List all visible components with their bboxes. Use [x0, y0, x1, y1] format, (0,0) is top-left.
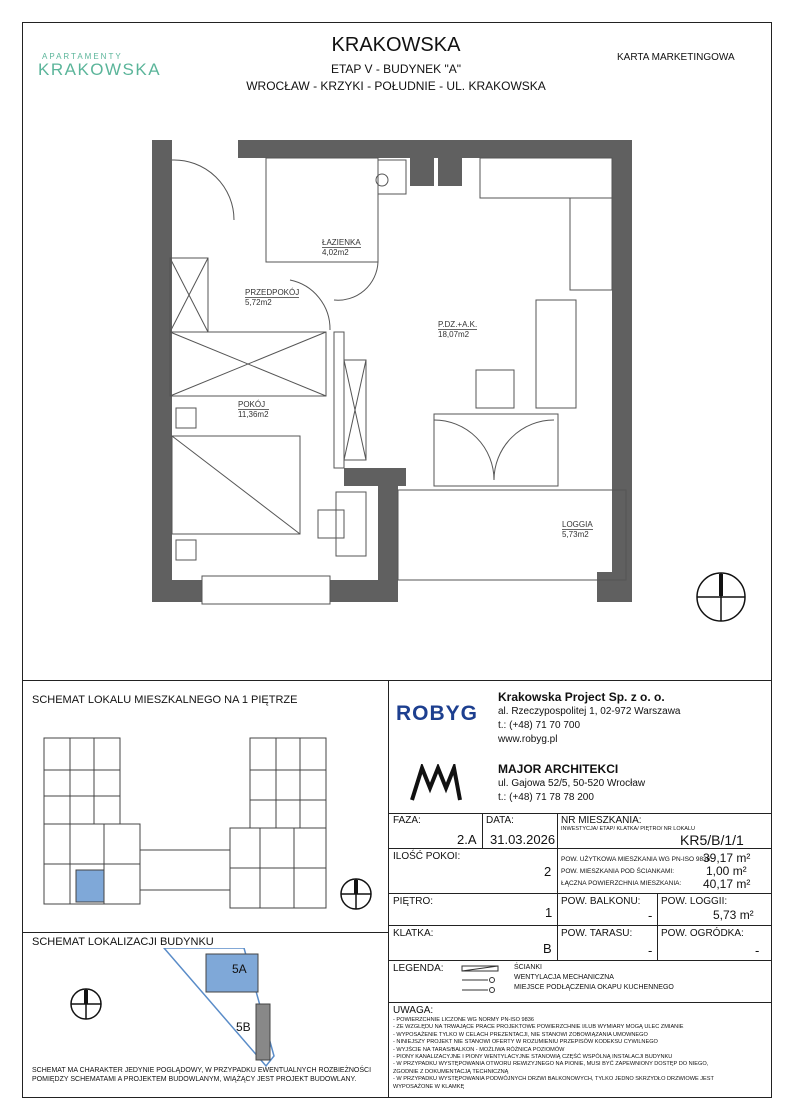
nr-sub: INWESTYCJA/ ETAP/ KLATKA/ PIĘTRO/ NR LOKALU — [561, 826, 695, 832]
note-item: - PIONY KANALIZACYJNE I PIONY WENTYLACYJNE STANOWIĄ CZĘŚĆ WSPÓLNĄ INSTALACJI BUDYNKU — [393, 1054, 673, 1061]
klatka-value: B — [543, 941, 552, 956]
faza-label: FAZA: — [393, 815, 421, 826]
taras-label: POW. TARASU: — [561, 928, 633, 939]
floor-schematic — [30, 730, 386, 920]
logo-top: APARTAMENTY — [42, 52, 123, 61]
note-item: - W PRZYPADKU WYSTĘPOWANIA PODWÓJNYCH DRZWI BALKONOWYCH, TYLKO JEDNO SKRZYDŁO DRZWIOWE JEST WYPOSAŻONE W KLAMKĘ — [393, 1076, 714, 1090]
balkon-value: - — [648, 908, 653, 923]
faza-value: 2.A — [457, 832, 477, 847]
room-bedroom: POKÓJ 11,36m2 — [238, 400, 269, 419]
project-title: KRAKOWSKA — [331, 34, 461, 56]
developer-name: Krakowska Project Sp. z o. o. — [498, 690, 665, 704]
pow-sc-label: POW. MIESZKANIA POD ŚCIANKAMI: — [561, 868, 675, 875]
building-schematic-title: SCHEMAT LOKALIZACJI BUDYNKU — [32, 936, 214, 948]
nr-value: KR5/B/1/1 — [680, 832, 744, 848]
major-architekci-logo — [408, 764, 464, 804]
pow-uz-label: POW. UŻYTKOWA MIESZKANIA WG PN-ISO 9836: — [561, 856, 713, 863]
schematic-disclaimer: SCHEMAT MA CHARAKTER JEDYNIE POGLĄDOWY, W PRZYPADKU EWENTUALNYCH ROZBIEŻNOŚCI POMIĘDZY SCHEMATAMI A PROJEKTEM BUDOWLANYM, WIĄŻĄCY JEST PROJEKT BUDOWLANY. — [32, 1067, 372, 1083]
note-item: - WYJŚCIE NA TARAS/BALKON - MOŻLIWA RÓŻNICA POZIOMÓW — [393, 1046, 565, 1053]
architect-phone: t.: (+48) 71 78 78 200 — [498, 792, 594, 803]
pow-uz-value: 39,17 m² — [703, 851, 751, 865]
loggia-label: POW. LOGGII: — [661, 896, 728, 907]
logo-main: KRAKOWSKA — [38, 60, 162, 79]
developer-address: al. Rzeczypospolitej 1, 02-972 Warszawa — [498, 706, 681, 717]
architect-name: MAJOR ARCHITEKCI — [498, 762, 619, 776]
pokoi-value: 2 — [544, 864, 552, 879]
ogrodek-value: - — [755, 943, 760, 958]
legend-item-hood: MIEJSCE PODŁĄCZENIA OKAPU KUCHENNEGO — [514, 984, 674, 991]
balkon-label: POW. BALKONU: — [561, 896, 641, 907]
data-value: 31.03.2026 — [490, 832, 556, 847]
pietro-label: PIĘTRO: — [393, 896, 434, 907]
project-location: WROCŁAW - KRZYKI - POŁUDNIE - UL. KRAKOWSKA — [246, 79, 546, 93]
divider-vertical — [388, 680, 389, 1098]
room-loggia: LOGGIA 5,73m2 — [562, 520, 593, 539]
building-5b-label: 5B — [236, 1020, 251, 1034]
project-subtitle: ETAP V - BUDYNEK "A" — [330, 62, 462, 76]
ogrodek-label: POW. OGRÓDKA: — [661, 928, 744, 939]
room-hallway: PRZEDPOKÓJ 5,72m2 — [245, 288, 300, 307]
card-type: KARTA MARKETINGOWA — [617, 52, 735, 63]
notes-list — [393, 1017, 723, 1091]
note-item: - W PRZYPADKU WYSTĘPOWANIA OTWORU REWIZYJNEGO NA PIONIE, MUSI BYĆ ZAPEWNIONY DOSTĘP DO NIEGO, ZGODNIE Z DOKUMENTACJĄ TECHNICZNĄ — [393, 1061, 709, 1075]
developer-phone: t.: (+48) 71 70 700 — [498, 720, 581, 731]
pow-total-label: ŁĄCZNA POWIERZCHNIA MIESZKANIA: — [561, 880, 682, 887]
robyg-logo: ROBYG — [396, 702, 479, 725]
note-item: - ZE WZGLĘDU NA TRWAJĄCE PRACE PROJEKTOWE POWIERZCHNIE I/LUB WYMIARY MOGĄ ULEC ZMIANIE — [393, 1024, 684, 1031]
room-bathroom: ŁAZIENKA 4,02m2 — [322, 238, 361, 257]
notes-label: UWAGA: — [393, 1005, 434, 1016]
note-item: - POWIERZCHNIE LICZONE WG NORMY PN-ISO 9836 — [393, 1017, 535, 1023]
note-item: - WYPOSAŻENIE TYLKO W CELACH PREZENTACJI, NIE STANOWI ZOBOWIĄZANIA UMOWNEGO — [393, 1031, 648, 1038]
nr-label: NR MIESZKANIA: — [561, 815, 642, 826]
note-item: - NINIEJSZY PROJEKT NIE STANOWI OFERTY W ROZUMIENIU PRZEPISÓW KODEKSU CYWILNEGO — [393, 1039, 658, 1046]
room-living-kitchen: P.DZ.+A.K. 18,07m2 — [438, 320, 478, 339]
pow-sc-value: 1,00 m² — [706, 864, 747, 878]
legend-symbols — [458, 964, 508, 996]
data-label: DATA: — [486, 815, 514, 826]
legend-item-ventilation: WENTYLACJA MECHANICZNA — [514, 974, 614, 981]
taras-value: - — [648, 943, 653, 958]
klatka-label: KLATKA: — [393, 928, 434, 939]
legend-item-walls: ŚCIANKI — [514, 964, 543, 971]
legend-label: LEGENDA: — [393, 963, 444, 974]
pow-total-value: 40,17 m² — [703, 877, 751, 891]
developer-web: www.robyg.pl — [498, 734, 558, 745]
floor-schematic-title: SCHEMAT LOKALU MIESZKALNEGO NA 1 PIĘTRZE — [32, 694, 298, 706]
building-schematic — [30, 948, 386, 1068]
building-5a-label: 5A — [232, 962, 247, 976]
loggia-value: 5,73 m² — [713, 908, 754, 922]
architect-address: ul. Gajowa 52/5, 50-520 Wrocław — [498, 778, 646, 789]
pietro-value: 1 — [545, 905, 553, 920]
pokoi-label: ILOŚĆ POKOI: — [393, 851, 461, 862]
divider-bottom-section — [22, 680, 772, 681]
